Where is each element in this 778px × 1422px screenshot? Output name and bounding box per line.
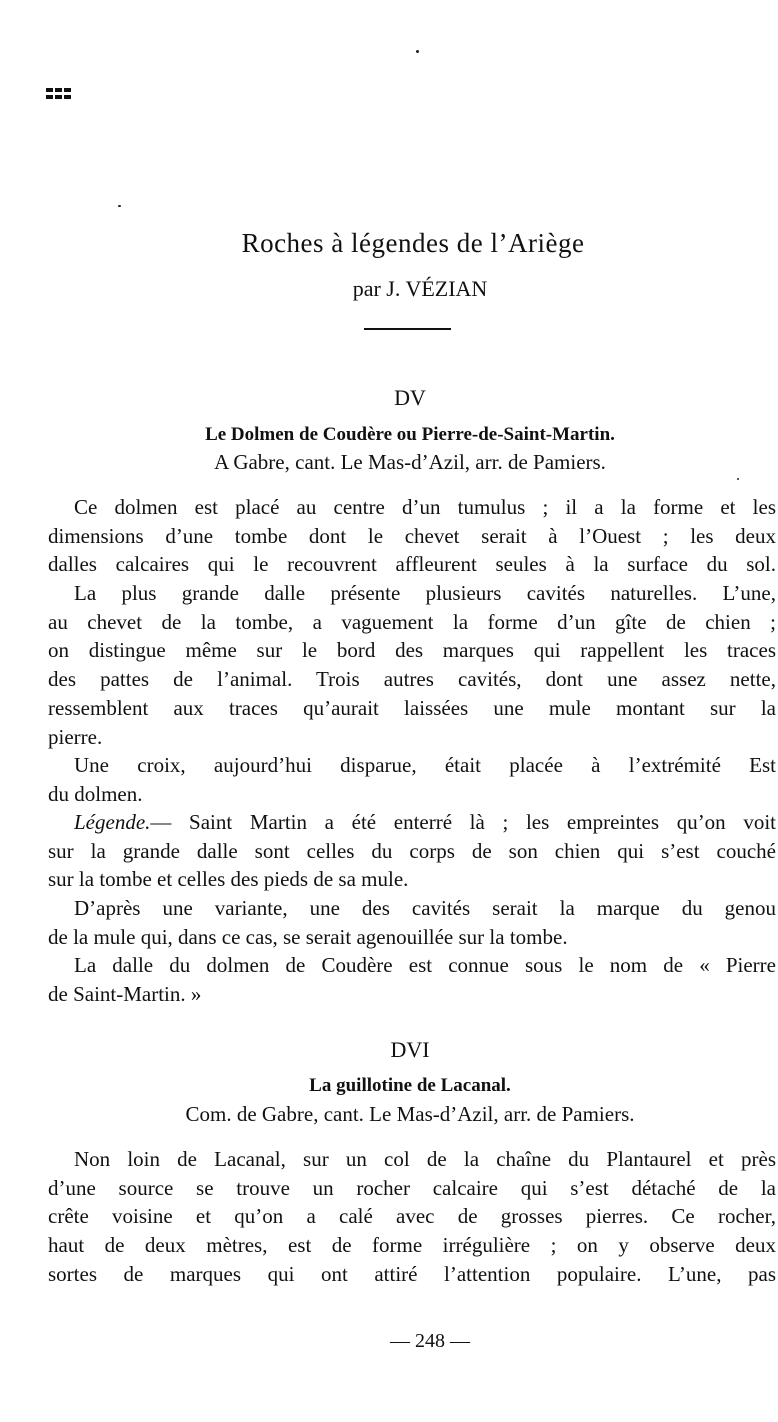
text-line: au chevet de la tombe, a vaguement la forme d’un gîte de chien ; (48, 609, 776, 634)
article-title: Roches à légendes de l’Ariège (241, 228, 585, 258)
text-line: Ce dolmen est placé au centre d’un tumulus ; il a la forme et les (74, 495, 776, 519)
text-line: La plus grande dalle présente plusieurs cavités naturelles. L’une, (74, 581, 776, 605)
text-line: crête voisine et qu’on a calé avec de grosses pierres. Ce rocher, (48, 1204, 776, 1229)
text-line: on distingue même sur le bord des marques qui rappellent les traces (48, 638, 776, 663)
legend-label: Légende. (74, 810, 151, 834)
section-title: La guillotine de Lacanal. (309, 1075, 511, 1096)
text-line: sur la tombe et celles des pieds de sa mule. (48, 867, 409, 892)
section-location: Com. de Gabre, cant. Le Mas-d’Azil, arr. de Pamiers. (185, 1102, 635, 1126)
paragraph (48, 493, 776, 579)
text-line: Une croix, aujourd’hui disparue, était placée à l’extrémité Est (74, 753, 776, 777)
paragraph (48, 808, 776, 894)
paragraph (48, 951, 776, 1008)
section-number: DV (394, 385, 426, 410)
text-line: pierre. (48, 724, 103, 749)
paragraph (48, 894, 776, 951)
text-line: dimensions d’une tombe dont le chevet serait à l’Ouest ; les deux (48, 523, 776, 548)
title-divider (364, 328, 451, 330)
paragraph (48, 579, 776, 751)
ink-speck (416, 50, 419, 53)
text-line: dalles calcaires qui le recouvrent affleurent seules à la surface du sol. (48, 552, 776, 577)
text-line: des pattes de l’animal. Trois autres cavités, dont une assez nette, (48, 667, 776, 692)
text-line: haut de deux mètres, est de forme irrégulière ; on y observe deux (48, 1233, 776, 1258)
article-author: par J. VÉZIAN (352, 276, 488, 301)
text-line: Non loin de Lacanal, sur un col de la chaîne du Plantaurel et près (74, 1147, 776, 1171)
text-line: d’une source se trouve un rocher calcaire qui s’est détaché de la (48, 1175, 776, 1200)
text-line: du dolmen. (48, 781, 143, 806)
ink-speck (118, 205, 121, 207)
text-line: de la mule qui, dans ce cas, se serait agenouillée sur la tombe. (48, 924, 568, 949)
paragraph (48, 751, 776, 808)
ink-speck (737, 478, 739, 480)
section-location: A Gabre, cant. Le Mas-d’Azil, arr. de Pamiers. (214, 450, 606, 474)
paragraph (48, 1145, 776, 1289)
text-line: La dalle du dolmen de Coudère est connue sous le nom de « Pierre (74, 953, 776, 977)
ornament-icon (46, 88, 71, 99)
text-line: Légende.— Saint Martin a été enterré là ; les empreintes qu’on voit (74, 810, 776, 834)
section-title: Le Dolmen de Coudère ou Pierre-de-Saint-Martin. (205, 424, 615, 445)
text-line: de Saint-Martin. » (48, 981, 202, 1006)
text-line: ressemblent aux traces qu’aurait laissées une mule montant sur la (48, 695, 776, 720)
text-line: sortes de marques qui ont attiré l’attention populaire. L’une, pas (48, 1261, 776, 1286)
section-number: DVI (390, 1037, 430, 1062)
page-number: — 248 — (390, 1330, 470, 1352)
text-line: D’après une variante, une des cavités serait la marque du genou (74, 896, 776, 920)
text-line: sur la grande dalle sont celles du corps de son chien qui s’est couché (48, 838, 776, 863)
